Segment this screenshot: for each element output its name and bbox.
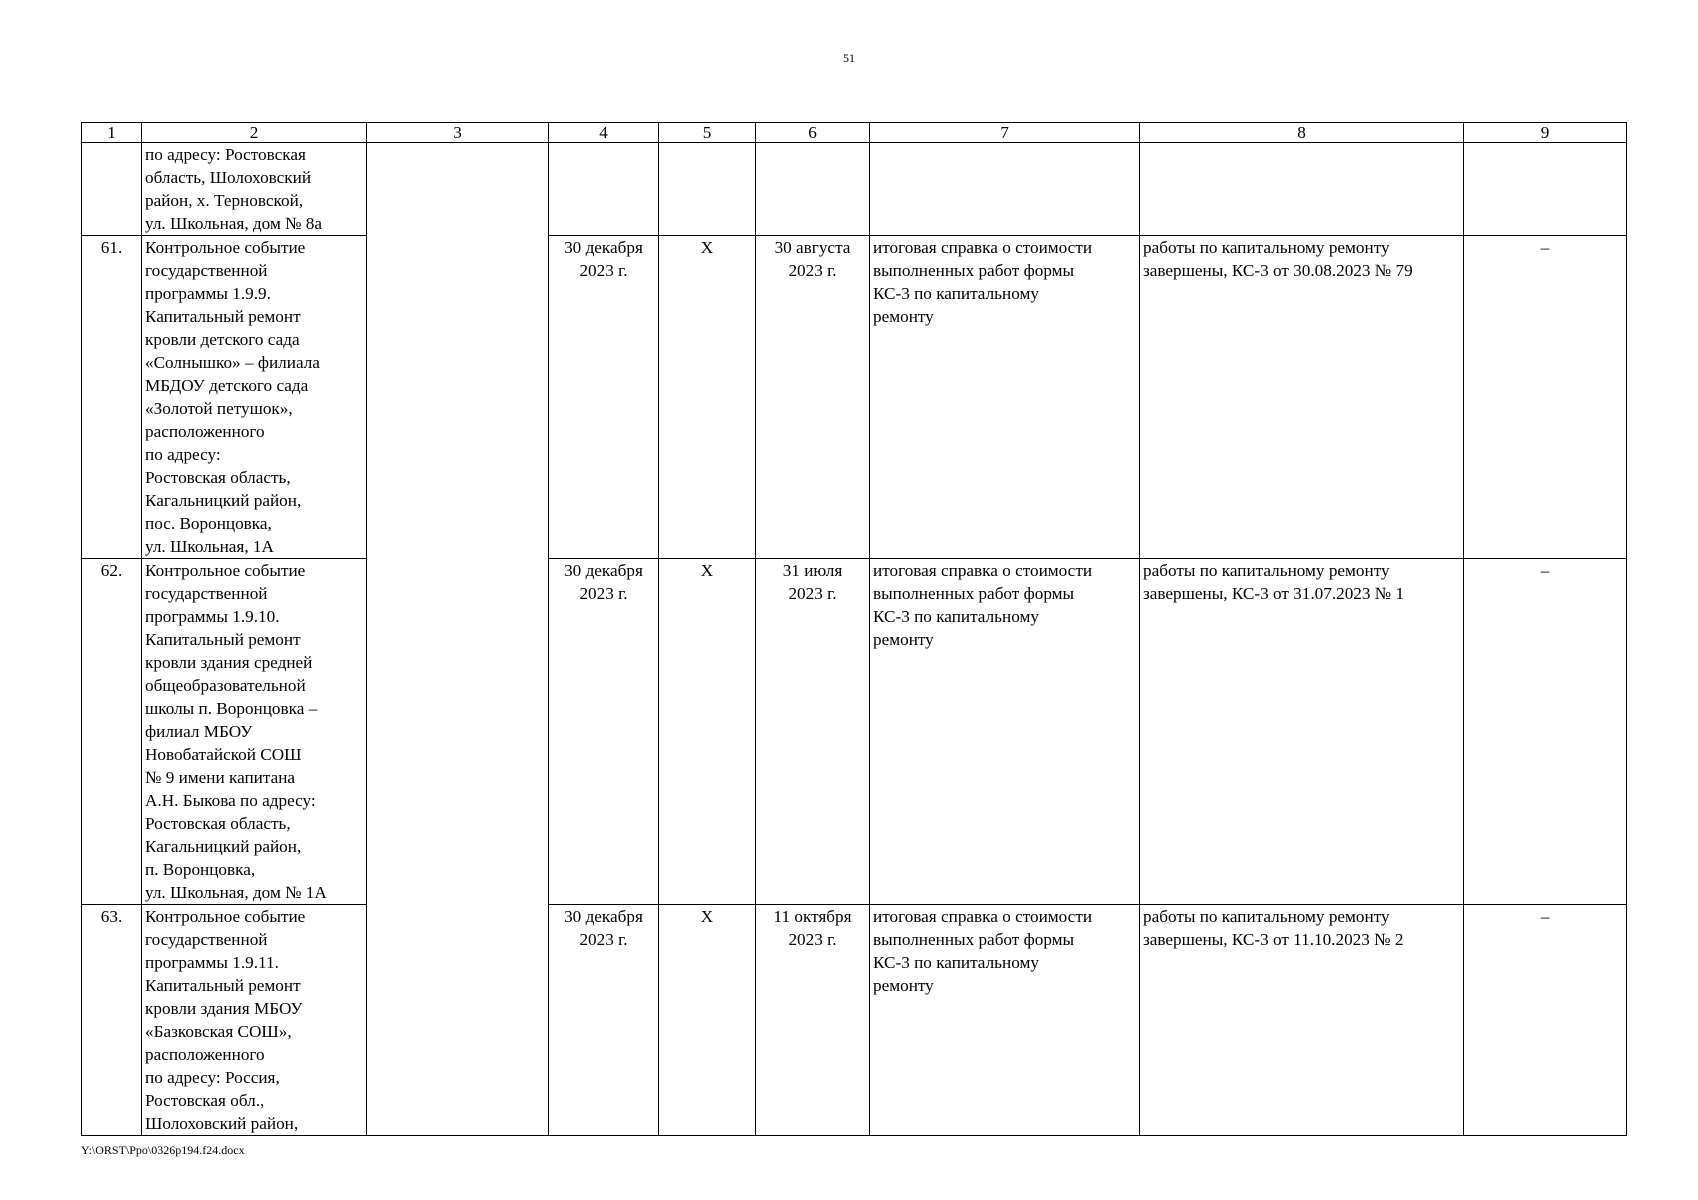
- column-header-5: 5: [659, 123, 756, 143]
- result-cell: работы по капитальному ремонту завершены, КС-3 от 31.07.2023 № 1: [1140, 559, 1464, 905]
- table-row: [82, 559, 1627, 905]
- column-header-2: 2: [142, 123, 367, 143]
- column-header-9: 9: [1464, 123, 1627, 143]
- plan-date-cell: 30 декабря 2023 г.: [549, 905, 659, 1136]
- document-cell: итоговая справка о стоимости выполненных работ формы КС-3 по капитальному ремонту: [870, 236, 1140, 559]
- row-number-cell: 62.: [82, 559, 142, 905]
- result-cell: [1140, 143, 1464, 236]
- fact-date-cell: 31 июля 2023 г.: [756, 559, 870, 905]
- column-5-cell: Х: [659, 559, 756, 905]
- column-header-4: 4: [549, 123, 659, 143]
- plan-date-cell: [549, 143, 659, 236]
- column-header-8: 8: [1140, 123, 1464, 143]
- column-5-cell: [659, 143, 756, 236]
- row-number-cell: 63.: [82, 905, 142, 1136]
- document-cell: [870, 143, 1140, 236]
- column-header-6: 6: [756, 123, 870, 143]
- plan-date-cell: 30 декабря 2023 г.: [549, 236, 659, 559]
- row-number-cell: [82, 143, 142, 236]
- column-5-cell: Х: [659, 905, 756, 1136]
- table-row-continuation: [82, 143, 1627, 236]
- result-cell: работы по капитальному ремонту завершены, КС-3 от 11.10.2023 № 2: [1140, 905, 1464, 1136]
- plan-date-cell: 30 декабря 2023 г.: [549, 559, 659, 905]
- column-number-row: [82, 123, 1627, 143]
- column-9-cell: –: [1464, 559, 1627, 905]
- document-cell: итоговая справка о стоимости выполненных работ формы КС-3 по капитальному ремонту: [870, 905, 1140, 1136]
- column-9-cell: –: [1464, 236, 1627, 559]
- column-5-cell: Х: [659, 236, 756, 559]
- table-row: [82, 236, 1627, 559]
- control-events-table: [81, 122, 1627, 1136]
- responsible-cell: [367, 143, 549, 1136]
- page-number: 51: [843, 51, 855, 65]
- fact-date-cell: 30 августа 2023 г.: [756, 236, 870, 559]
- document-cell: итоговая справка о стоимости выполненных работ формы КС-3 по капитальному ремонту: [870, 559, 1140, 905]
- footer-file-path: Y:\ORST\Ppo\0326p194.f24.docx: [81, 1143, 245, 1157]
- column-9-cell: –: [1464, 905, 1627, 1136]
- event-description-cell: Контрольное событие государственной программы 1.9.10. Капитальный ремонт кровли здания средней общеобразовательной школы п. Воронцовка – филиал МБОУ Новобатайской СОШ № 9 имени капитана А.Н. Быкова по адресу: Ростовская область, Кагальницкий район, п. Воронцовка, ул. Школьная, дом № 1А: [142, 559, 367, 905]
- column-header-7: 7: [870, 123, 1140, 143]
- event-description-cell: Контрольное событие государственной программы 1.9.9. Капитальный ремонт кровли детского сада «Солнышко» – филиала МБДОУ детского сада «Золотой петушок», расположенного по адресу: Ростовская область, Кагальницкий район, пос. Воронцовка, ул. Школьная, 1А: [142, 236, 367, 559]
- fact-date-cell: [756, 143, 870, 236]
- table-row: [82, 905, 1627, 1136]
- row-number-cell: 61.: [82, 236, 142, 559]
- fact-date-cell: 11 октября 2023 г.: [756, 905, 870, 1136]
- column-header-3: 3: [367, 123, 549, 143]
- event-description-cell: по адресу: Ростовская область, Шолоховский район, х. Терновской, ул. Школьная, дом № 8а: [142, 143, 367, 236]
- column-header-1: 1: [82, 123, 142, 143]
- result-cell: работы по капитальному ремонту завершены, КС-3 от 30.08.2023 № 79: [1140, 236, 1464, 559]
- event-description-cell: Контрольное событие государственной программы 1.9.11. Капитальный ремонт кровли здания МБОУ «Базковская СОШ», расположенного по адресу: Россия, Ростовская обл., Шолоховский район,: [142, 905, 367, 1136]
- column-9-cell: [1464, 143, 1627, 236]
